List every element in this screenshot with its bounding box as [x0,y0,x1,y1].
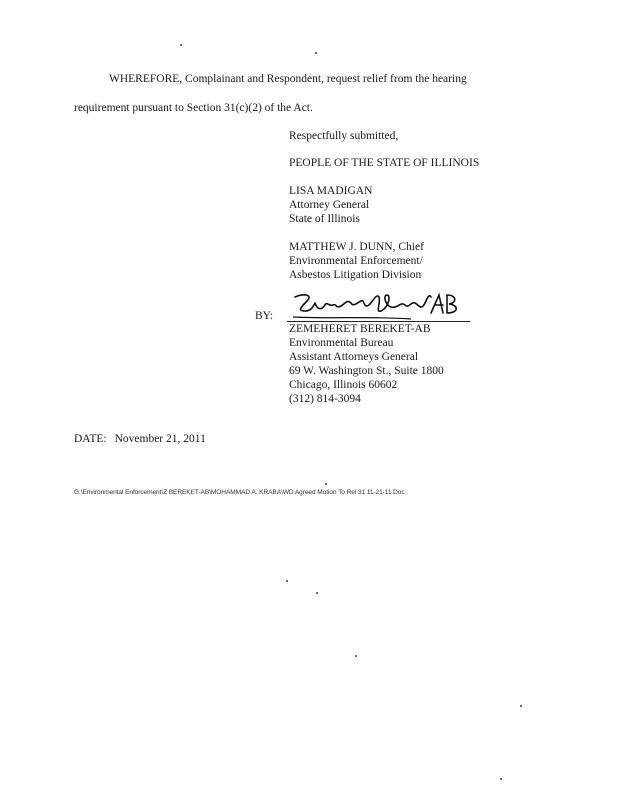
ag-name: LISA MADIGAN [289,185,373,197]
party-text: PEOPLE OF THE STATE OF ILLINOIS [289,157,480,169]
ag-state: State of Illinois [289,213,360,225]
by-label: BY: [255,310,274,322]
closing [289,129,398,143]
scan-speck [500,778,502,780]
closing-text: Respectfully submitted, [289,130,399,142]
paragraph-line-2: requirement pursuant to Section 31(c)(2) of the Act. [74,102,313,114]
file-path-footer: G:\Environmental Enforcement\Z BEREKET-AB\MOHAMMAD A. KRABA\WD Agreed Motion To Rel 31 11-21-11.Doc [74,489,405,496]
chief-division-1: Environmental Enforcement/ [289,255,423,267]
chief-division-2: Asbestos Litigation Division [289,269,422,281]
scan-speck [325,483,327,485]
signer-title: Assistant Attorneys General [289,351,419,363]
chief-name: MATTHEW J. DUNN, Chief [289,241,424,253]
signer-bureau: Environmental Bureau [289,337,394,349]
date-label: DATE: [74,433,107,445]
ag-title: Attorney General [289,199,370,211]
date-line [74,433,206,445]
phone-number: (312) 814-3094 [289,393,361,405]
scan-speck [355,655,357,657]
date-value: November 21, 2011 [114,433,206,445]
address-line-1: 69 W. Washington St., Suite 1800 [289,365,444,377]
party-name [289,156,479,170]
attorney-general-block [289,184,372,226]
scan-speck [315,52,317,54]
scan-speck [180,44,182,46]
scan-speck [316,592,318,594]
signer-name: ZEMEHERET BEREKET-AB [289,323,431,335]
paragraph-line-1: WHEREFORE, Complainant and Respondent, request relief from the hearing [109,73,467,85]
division-chief-block [289,240,424,282]
address-line-2: Chicago, Illinois 60602 [289,379,398,391]
signer-block [289,322,444,406]
scan-speck [520,705,522,707]
scan-speck [286,580,288,582]
